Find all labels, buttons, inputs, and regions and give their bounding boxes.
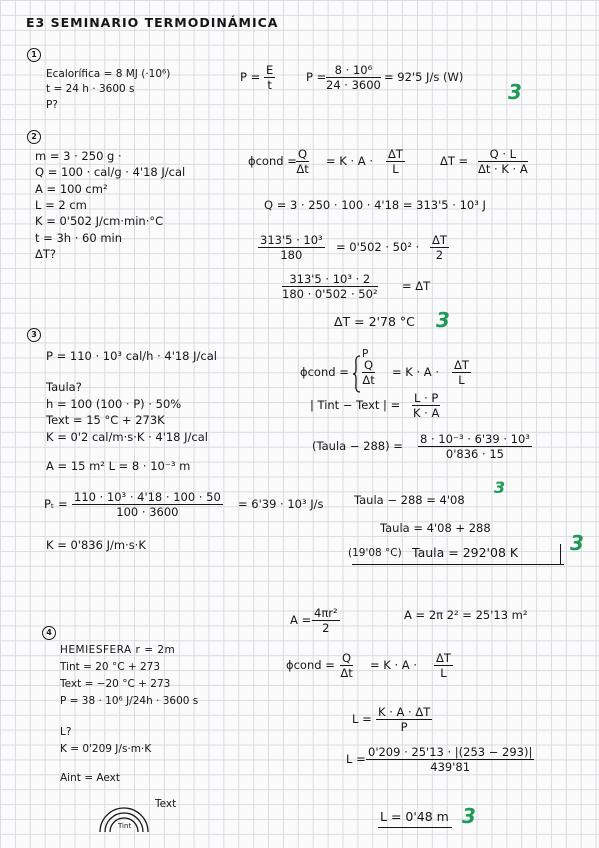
p2-question: ΔT?: [35, 247, 56, 261]
p1-calc-den: 24 · 3600: [326, 78, 381, 92]
p3-taula-lhs: (Taula − 288) =: [312, 439, 403, 453]
p4-phi-lhs: ϕcond =: [286, 658, 335, 672]
p2-eq-rhs-fraction: [430, 234, 449, 262]
p2-dt-num: Q · L: [489, 147, 517, 161]
p2-given-area: A = 100 cm²: [35, 182, 108, 196]
p4-phi-num: Q: [342, 651, 352, 665]
p3-taula-num: 8 · 10⁻³ · 6'39 · 10³: [420, 432, 530, 446]
p4-l-den: P: [376, 719, 432, 734]
p3-given-text: Text = 15 °C + 273K: [46, 413, 165, 427]
p2-eq2-num: 313'5 · 10³ · 2: [289, 272, 371, 286]
p2-eq2-rhs: = ΔT: [402, 279, 431, 293]
p4-phi-rhs-fraction: [434, 652, 453, 680]
p2-eq-den: 180: [258, 247, 325, 262]
p3-given-efficiency: h = 100 (100 · P) · 50%: [46, 397, 182, 411]
p3-pt-num: 110 · 10³ · 4'18 · 100 · 50: [74, 490, 221, 504]
p2-phi-fraction: [296, 148, 309, 176]
p4-area-fraction: [312, 607, 340, 635]
p3-step3-note: (19'08 °C): [348, 547, 402, 559]
p3-phi-eq: = K · A ·: [392, 365, 439, 379]
p3-phi-rhs-num: ΔT: [454, 358, 469, 372]
p3-abs-num: L · P: [414, 391, 439, 405]
p2-phi-num: Q: [298, 147, 308, 161]
p4-result: L = 0'48 m: [380, 809, 449, 824]
p3-step3: Taula = 292'08 K: [412, 545, 519, 560]
p2-dt-den: Δt · K · A: [478, 162, 528, 176]
p3-k-line: K = 0'836 J/m·s·K: [46, 538, 146, 552]
p2-given-mass: m = 3 · 250 g ·: [35, 149, 122, 163]
sketch-label-tint: Tint: [118, 822, 132, 830]
p4-given-text: Text = −20 °C + 273: [60, 678, 171, 690]
p3-step1: Taula − 288 = 4'08: [354, 493, 465, 507]
p3-pt-fraction: [72, 491, 223, 519]
p4-l2-lhs: L =: [346, 752, 366, 766]
p4-l2-num: 0'209 · 25'13 · |(253 − 293)|: [368, 745, 533, 759]
p2-eq2-den: 180 · 0'502 · 50²: [282, 287, 378, 301]
p3-brace-label: P: [362, 348, 369, 360]
p3-phi-num: Q: [364, 358, 374, 372]
p2-eq-rhs-num: ΔT: [432, 233, 447, 247]
p2-phi-den: Δt: [296, 162, 309, 176]
p3-pt-den: 100 · 3600: [72, 504, 223, 519]
p4-given-tint: Tint = 20 °C + 273: [60, 661, 161, 673]
p3-phi-fraction: [362, 359, 375, 387]
p1-formula-num: E: [266, 63, 274, 77]
p4-result-underline: [378, 827, 452, 828]
p3-taula-fraction: [418, 433, 532, 461]
p4-l-num: K · A · ΔT: [378, 705, 431, 719]
p2-given-time: t = 3h · 60 min: [35, 231, 123, 245]
p4-question: L?: [60, 726, 72, 738]
p1-calc-num: 8 · 10⁶: [334, 63, 373, 77]
p2-dt-lhs: ΔT =: [440, 154, 469, 168]
p3-taula-den: 0'836 · 15: [418, 446, 532, 461]
p4-area-calc: A = 2π 2² = 25'13 m²: [404, 608, 528, 622]
p1-calc-lhs: P =: [306, 70, 327, 84]
p2-phi-rhs-num: ΔT: [388, 147, 403, 161]
p2-given-conductivity: K = 0'502 J/cm·min·°C: [35, 214, 164, 228]
p2-given-length: L = 2 cm: [35, 198, 87, 212]
p3-given-area-length: A = 15 m² L = 8 · 10⁻³ m: [46, 459, 191, 473]
p2-given-heat: Q = 100 · cal/g · 4'18 J/cal: [35, 165, 186, 179]
p2-eq-mid: = 0'502 · 50² ·: [336, 240, 420, 254]
p4-l-lhs: L =: [352, 712, 372, 726]
p4-given-conductivity: K = 0'209 J/s·m·K: [60, 743, 152, 755]
p4-area-lhs: A =: [290, 613, 312, 627]
p4-phi-rhs-num: ΔT: [436, 651, 451, 665]
p2-dt-fraction: [478, 148, 528, 176]
p4-phi-rhs-den: L: [434, 665, 453, 680]
p3-phi-rhs-den: L: [452, 372, 471, 387]
problem-2-number: 2: [27, 130, 41, 144]
p3-check-mark-small: 3: [494, 478, 506, 497]
p1-formula-den: t: [264, 77, 275, 92]
sketch-label-text: Text: [155, 798, 177, 810]
p1-calc-fraction: [326, 64, 381, 92]
p3-brace: [352, 354, 362, 394]
p4-l-fraction: [376, 706, 432, 734]
p2-eq2-fraction: [282, 273, 378, 301]
p3-phi-den: Δt: [362, 373, 375, 387]
p1-formula-fraction: [264, 64, 275, 92]
p3-pt-lhs: Pₜ =: [44, 497, 68, 511]
p4-phi-eq: = K · A ·: [370, 658, 417, 672]
p1-given-time: t = 24 h · 3600 s: [46, 83, 135, 95]
p3-check-mark: 3: [570, 531, 584, 555]
p1-given-energy: Ecalorífica = 8 MJ (·10⁶): [46, 68, 171, 80]
p4-phi-den: Δt: [340, 666, 353, 680]
p2-phi-rhs-fraction: [386, 148, 405, 176]
p4-phi-fraction: [340, 652, 353, 680]
p2-result: ΔT = 2'78 °C: [334, 314, 415, 329]
p1-question: P?: [46, 99, 58, 111]
p2-phi-rhs-den: L: [386, 161, 405, 176]
p3-phi-rhs-fraction: [452, 359, 471, 387]
problem-1-number: 1: [27, 48, 41, 62]
p4-area-den: 2: [312, 620, 340, 635]
p4-check-mark: 3: [462, 804, 476, 828]
p3-step2: Taula = 4'08 + 288: [380, 521, 491, 535]
p3-given-conductivity: K = 0'2 cal/m·s·K · 4'18 J/cal: [46, 430, 208, 444]
p4-l2-den: 439'81: [366, 759, 534, 774]
page-title: E3 SEMINARIO TERMODINÁMICA: [26, 15, 279, 30]
p4-given-hemisphere: HEMIESFERA r = 2m: [60, 644, 176, 656]
p2-eq-num: 313'5 · 10³: [260, 233, 323, 247]
p2-phi-lhs: ϕcond =: [248, 154, 297, 168]
p4-given-power: P = 38 · 10⁶ J/24h · 3600 s: [60, 695, 199, 707]
p2-q-calc: Q = 3 · 250 · 100 · 4'18 = 313'5 · 10³ J: [264, 198, 486, 212]
p3-result-bar: [560, 544, 561, 565]
p4-l2-fraction: [366, 746, 534, 774]
p3-phi-lhs: ϕcond =: [300, 365, 349, 379]
p3-abs-den: K · A: [412, 406, 440, 420]
p2-eq-rhs-den: 2: [430, 247, 449, 262]
p4-given-areas: Aint = Aext: [60, 772, 120, 784]
p3-abs-lhs: | Tint − Text | =: [310, 398, 401, 412]
p2-eq-fraction: [258, 234, 325, 262]
problem-3-number: 3: [27, 328, 41, 342]
p4-area-num: 4πr²: [314, 606, 338, 620]
hemisphere-sketch: [94, 796, 154, 836]
p3-abs-fraction: [412, 392, 440, 420]
p1-calc-result: = 92'5 J/s (W): [384, 70, 464, 84]
p2-phi-eq: = K · A ·: [326, 154, 373, 168]
p3-question: Taula?: [46, 380, 82, 394]
p3-given-power: P = 110 · 10³ cal/h · 4'18 J/cal: [46, 349, 217, 363]
p2-check-mark: 3: [436, 308, 450, 332]
p1-formula-lhs: P =: [240, 70, 261, 84]
p3-result-underline: [352, 564, 564, 565]
p3-pt-rhs: = 6'39 · 10³ J/s: [238, 497, 324, 511]
p1-check-mark: 3: [508, 80, 522, 104]
problem-4-number: 4: [42, 626, 56, 640]
